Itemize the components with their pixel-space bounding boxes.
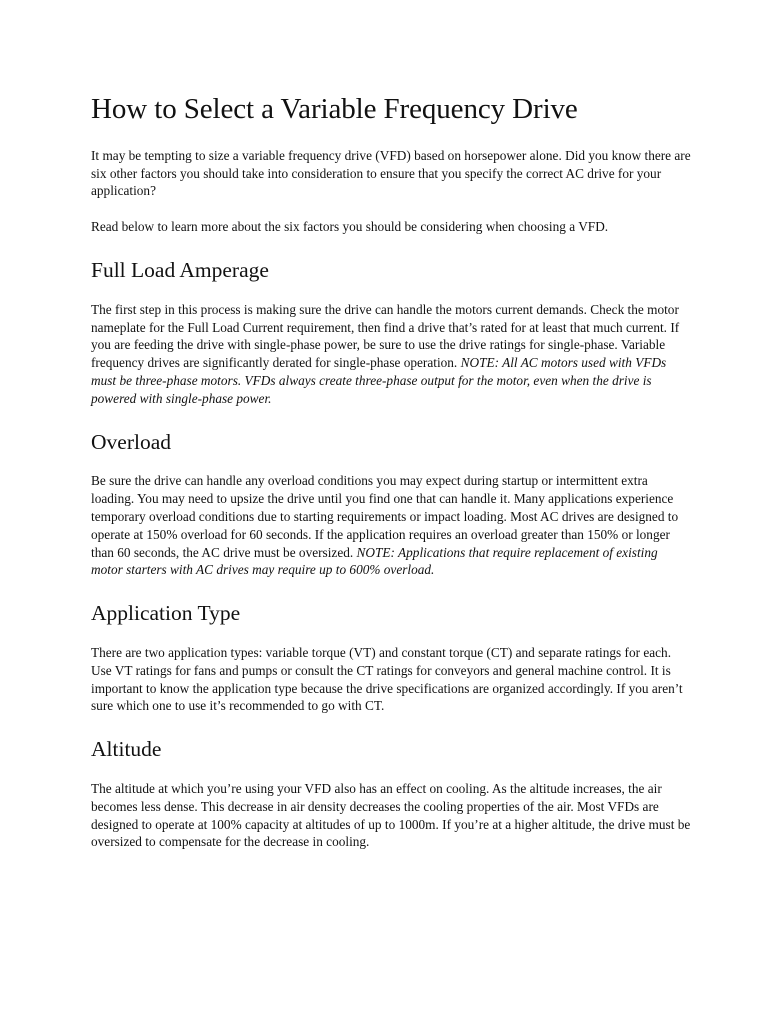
section-application-type bbox=[91, 601, 691, 715]
section-paragraph bbox=[91, 301, 691, 408]
section-body-text: The first step in this process is making sure the drive can handle the motors current demands. Check the motor nameplate for the Full Load Current requirement, then find a drive that’s rated for at least that much current. If you are feeding the drive with single-phase power, be sure to use the drive ratings for single-phase. Variable frequency drives are significantly derated for single-phase operation. bbox=[91, 301, 680, 371]
section-full-load-amperage bbox=[91, 258, 691, 408]
section-overload bbox=[91, 430, 691, 580]
section-altitude bbox=[91, 737, 691, 851]
section-heading: Altitude bbox=[91, 737, 162, 762]
section-body-text: There are two application types: variable torque (VT) and constant torque (CT) and separate ratings for each. Use VT ratings for fans and pumps or consult the CT ratings for conveyors and general machine control. It is important to know the application type because the drive specifications are organized accordingly. If you aren’t sure which one to use it’s recommended to go with CT. bbox=[91, 644, 683, 714]
section-heading: Overload bbox=[91, 429, 171, 454]
section-heading: Application Type bbox=[91, 601, 241, 626]
document-page bbox=[91, 92, 691, 869]
section-heading: Full Load Amperage bbox=[91, 257, 269, 282]
section-body-text: Be sure the drive can handle any overload conditions you may expect during startup or intermittent extra loading. You may need to upsize the drive until you find one that can handle it. Many applications experience temporary overload conditions due to starting requirements or impact loading. Most AC drives are designed to operate at 150% overload for 60 seconds. If the application requires an overload greater than 150% or longer than 60 seconds, the AC drive must be oversized. bbox=[91, 473, 679, 560]
intro-paragraph: Read below to learn more about the six factors you should be considering when choosing a VFD. bbox=[91, 219, 609, 235]
section-note: NOTE: All AC motors used with VFDs must be three-phase motors. VFDs always create three-phase output for the motor, even when the drive is powered with single-phase power. bbox=[91, 355, 667, 406]
section-paragraph bbox=[91, 472, 691, 579]
section-note: NOTE: Applications that require replacement of existing motor starters with AC drives may require up to 600% overload. bbox=[91, 544, 658, 578]
section-paragraph bbox=[91, 644, 691, 715]
intro-paragraph: It may be tempting to size a variable frequency drive (VFD) based on horsepower alone. Did you know there are six other factors you should take into consideration to ensure that you specify the correct AC drive for your application? bbox=[91, 147, 691, 199]
section-body-text: The altitude at which you’re using your VFD also has an effect on cooling. As the altitude increases, the air becomes less dense. This decrease in air density decreases the cooling properties of the air. Most VFDs are designed to operate at 100% capacity at altitudes of up to 1000m. If you’re at a higher altitude, the drive must be oversized to compensate for the decrease in cooling. bbox=[91, 780, 691, 850]
section-paragraph bbox=[91, 780, 691, 851]
page-title: How to Select a Variable Frequency Drive bbox=[91, 93, 578, 125]
